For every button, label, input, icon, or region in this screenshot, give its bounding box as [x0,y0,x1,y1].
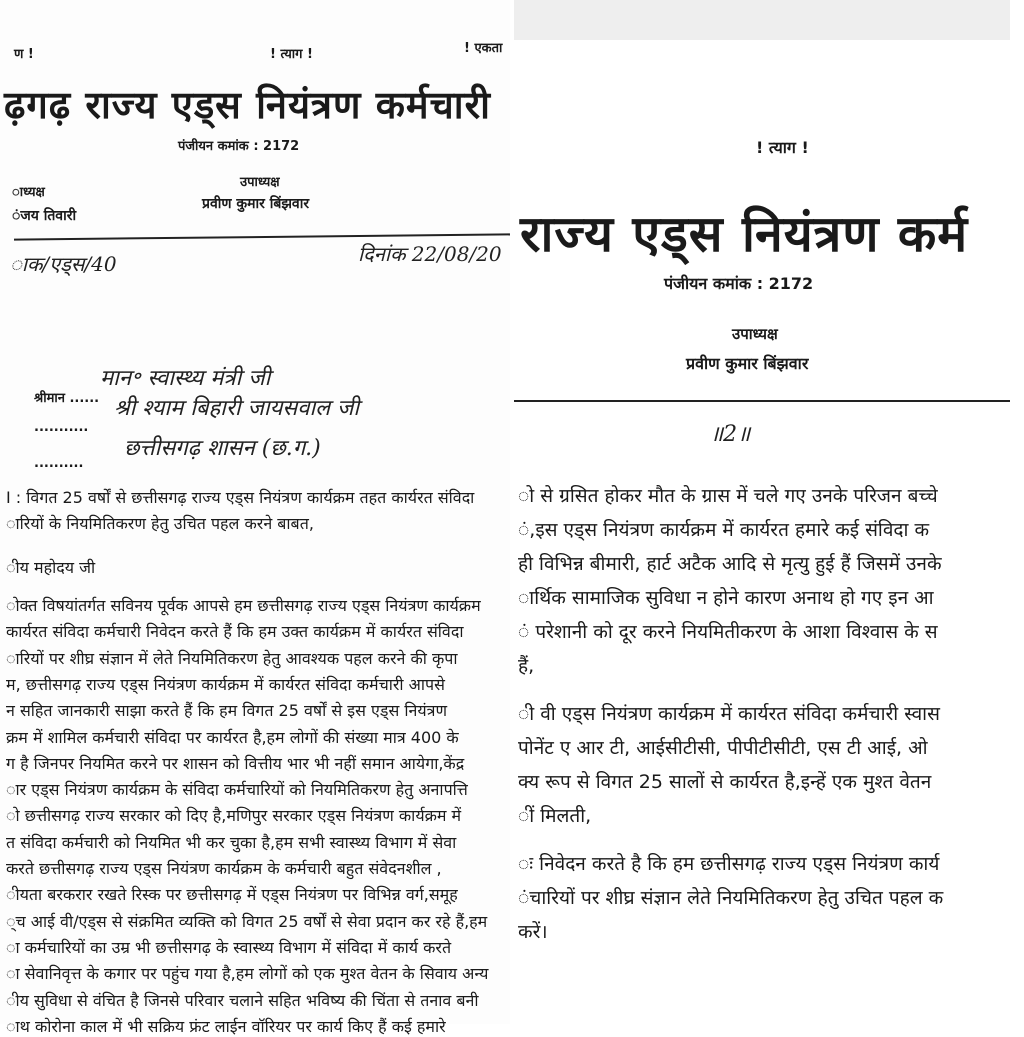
body-line: ार्थिक सामाजिक सुविधा न होने कारण अनाथ हो गए इन आ [518,587,934,609]
addressee-line-1: मान॰ स्वास्थ्य मंत्री जी [100,366,271,391]
body-line: ाथ कोरोना काल में भी सक्रिय फ्रंट लाईन वॉरियर पर कार्य किए हैं कई हमारे [6,1016,446,1036]
body-line: करें। [518,921,548,943]
motto-center: ! त्याग ! [270,47,313,62]
body-line: ं,इस एड्स नियंत्रण कार्यक्रम में कार्यरत हमारे कई संविदा क [518,519,930,541]
body-line: ोक्त विषयांतर्गत सविनय पूर्वक आपसे हम छत्तीसगढ़ राज्य एड्स नियंत्रण कार्यक्रम [6,596,481,615]
body-line: ा सेवानिवृत्त के कगार पर पहुंच गया है,हम लोगों को एक मुश्त वेतन के सिवाय अन्य [6,964,489,984]
body-line: ्च आई वी/एड्स से संक्रमित व्यक्ति को विगत 25 वर्षों से सेवा प्रदान कर रहे हैं,हम [6,911,488,931]
addressee-label: श्रीमान ...... [34,391,100,406]
body-line: ग है जिनपर नियमित करने पर शासन को वित्तीय भार भी नहीं समान आयेगा,केंद्र [6,753,465,773]
body-line: हैं, [518,655,535,677]
reference-number: ाक/एड्स/40 [10,252,117,276]
letter-page-1 [0,0,510,1036]
blank-dots-1: ........... [34,420,89,435]
body-line: ीं मिलती, [518,805,592,827]
body-line: ार एड्स नियंत्रण कार्यक्रम के संविदा कर्मचारियों को नियमितिकरण हेतु अनापत्ति [6,780,468,800]
body-line: क्रम में शामिल कर्मचारी संविदा पर कार्यरत है,हम लोगों की संख्या मात्र 400 के [6,727,459,747]
subject-line: ारियों के नियमितिकरण हेतु उचित पहल करने बाबत, [6,514,314,533]
body-line: ो से ग्रसित होकर मौत के ग्रास में चले गए उनके परिजन बच्चे [518,485,938,507]
body-line: ंचारियों पर शीघ्र संज्ञान लेते नियमितिकरण हेतु उचित पहल क [518,887,944,909]
page-marker: ॥2॥ [710,422,751,447]
body-line: कार्यरत संविदा कर्मचारी निवेदन करते हैं कि हम उक्त कार्यक्रम में कार्यरत संविदा [6,622,464,642]
motto-left: ण ! [14,47,34,62]
body-line: ारियों पर शीघ्र संज्ञान में लेते नियमितिकरण हेतु आवश्यक पहल करने की कृपा [6,648,458,668]
body-line: ं परेशानी को दूर करने नियमितीकरण के आशा विश्वास के स [518,621,938,643]
body-line: क्य रूप से विगत 25 सालों से कार्यरत है,इन्हें एक मुश्त वेतन [518,771,932,793]
president-label: ाध्यक्ष [12,185,45,200]
body-line: ा कर्मचारियों का उम्र भी छत्तीसगढ़ के स्वास्थ्य विभाग में संविदा में कार्य करते [6,937,452,957]
registration-number: पंजीयन कमांक : 2172 [178,139,300,154]
president-name: ंजय तिवारी [12,208,77,224]
body-line: त संविदा कर्मचारी को नियमित भी कर चुका है,हम सभी स्वास्थ्य विभाग में सेवा [6,832,457,852]
body-line: न सहित जानकारी साझा करते हैं कि हम विगत 25 वर्षों से इस एड्स नियंत्रण [6,701,448,721]
motto-center: ! त्याग ! [756,138,809,157]
registration-number: पंजीयन कमांक : 2172 [664,274,814,293]
body-line: ीयता बरकरार रखते रिस्क पर छत्तीसगढ़ में एड्स नियंत्रण पर विभिन्न वर्ग,समूह [6,885,458,905]
vice-president-label: उपाध्यक्ष [240,175,280,190]
addressee-line-2: श्री श्याम बिहारी जायसवाल जी [114,396,360,421]
header-rule [514,400,1010,402]
vice-president-label: उपाध्यक्ष [732,325,778,343]
letter-page-2 [514,0,1010,1024]
addressee-line-3: छत्तीसगढ़ शासन (छ.ग.) [124,436,321,461]
subject-line: I : विगत 25 वर्षों से छत्तीसगढ़ राज्य एड्स नियंत्रण कार्यक्रम तहत कार्यरत संविदा [6,488,475,507]
salutation: ीय महोदय जी [6,558,96,577]
blank-dots-2: .......... [34,456,84,471]
letter-date: दिनांक 22/08/20 [358,242,502,266]
scan-margin [514,0,1010,40]
vice-president-name: प्रवीण कुमार बिंझवार [686,354,809,373]
body-line: करते छत्तीसगढ़ राज्य एड्स नियंत्रण कार्यक्रम के कर्मचारी बहुत संवेदनशील , [6,859,442,878]
motto-right: ! एकता [464,41,503,56]
vice-president-name: प्रवीण कुमार बिंझवार [202,196,310,212]
body-line: ीय सुविधा से वंचित है जिनसे परिवार चलाने सहित भविष्य की चिंता से तनाव बनी [6,990,479,1010]
body-line: ो छत्तीसगढ़ राज्य सरकार को दिए है,मणिपुर सरकार एड्स नियंत्रण कार्यक्रम में [6,806,462,826]
body-line: म, छत्तीसगढ़ राज्य एड्स नियंत्रण कार्यक्रम में कार्यरत संविदा कर्मचारी आपसे [6,674,445,694]
org-title: राज्य एड्स नियंत्रण कर्म [520,205,969,263]
body-line: ही विभिन्न बीमारी, हार्ट अटैक आदि से मृत्यु हुई हैं जिसमें उनके [518,553,942,575]
body-line: पोनेंट ए आर टी, आईसीटीसी, पीपीटीसीटी, एस टी आई, ओ [518,737,928,759]
body-line: ी वी एड्स नियंत्रण कार्यक्रम में कार्यरत संविदा कर्मचारी स्वास [518,703,940,725]
org-title: ढ़गढ़ राज्य एड्स नियंत्रण कर्मचारी [4,83,491,127]
body-line: ः निवेदन करते है कि हम छत्तीसगढ़ राज्य एड्स नियंत्रण कार्य [518,853,940,875]
